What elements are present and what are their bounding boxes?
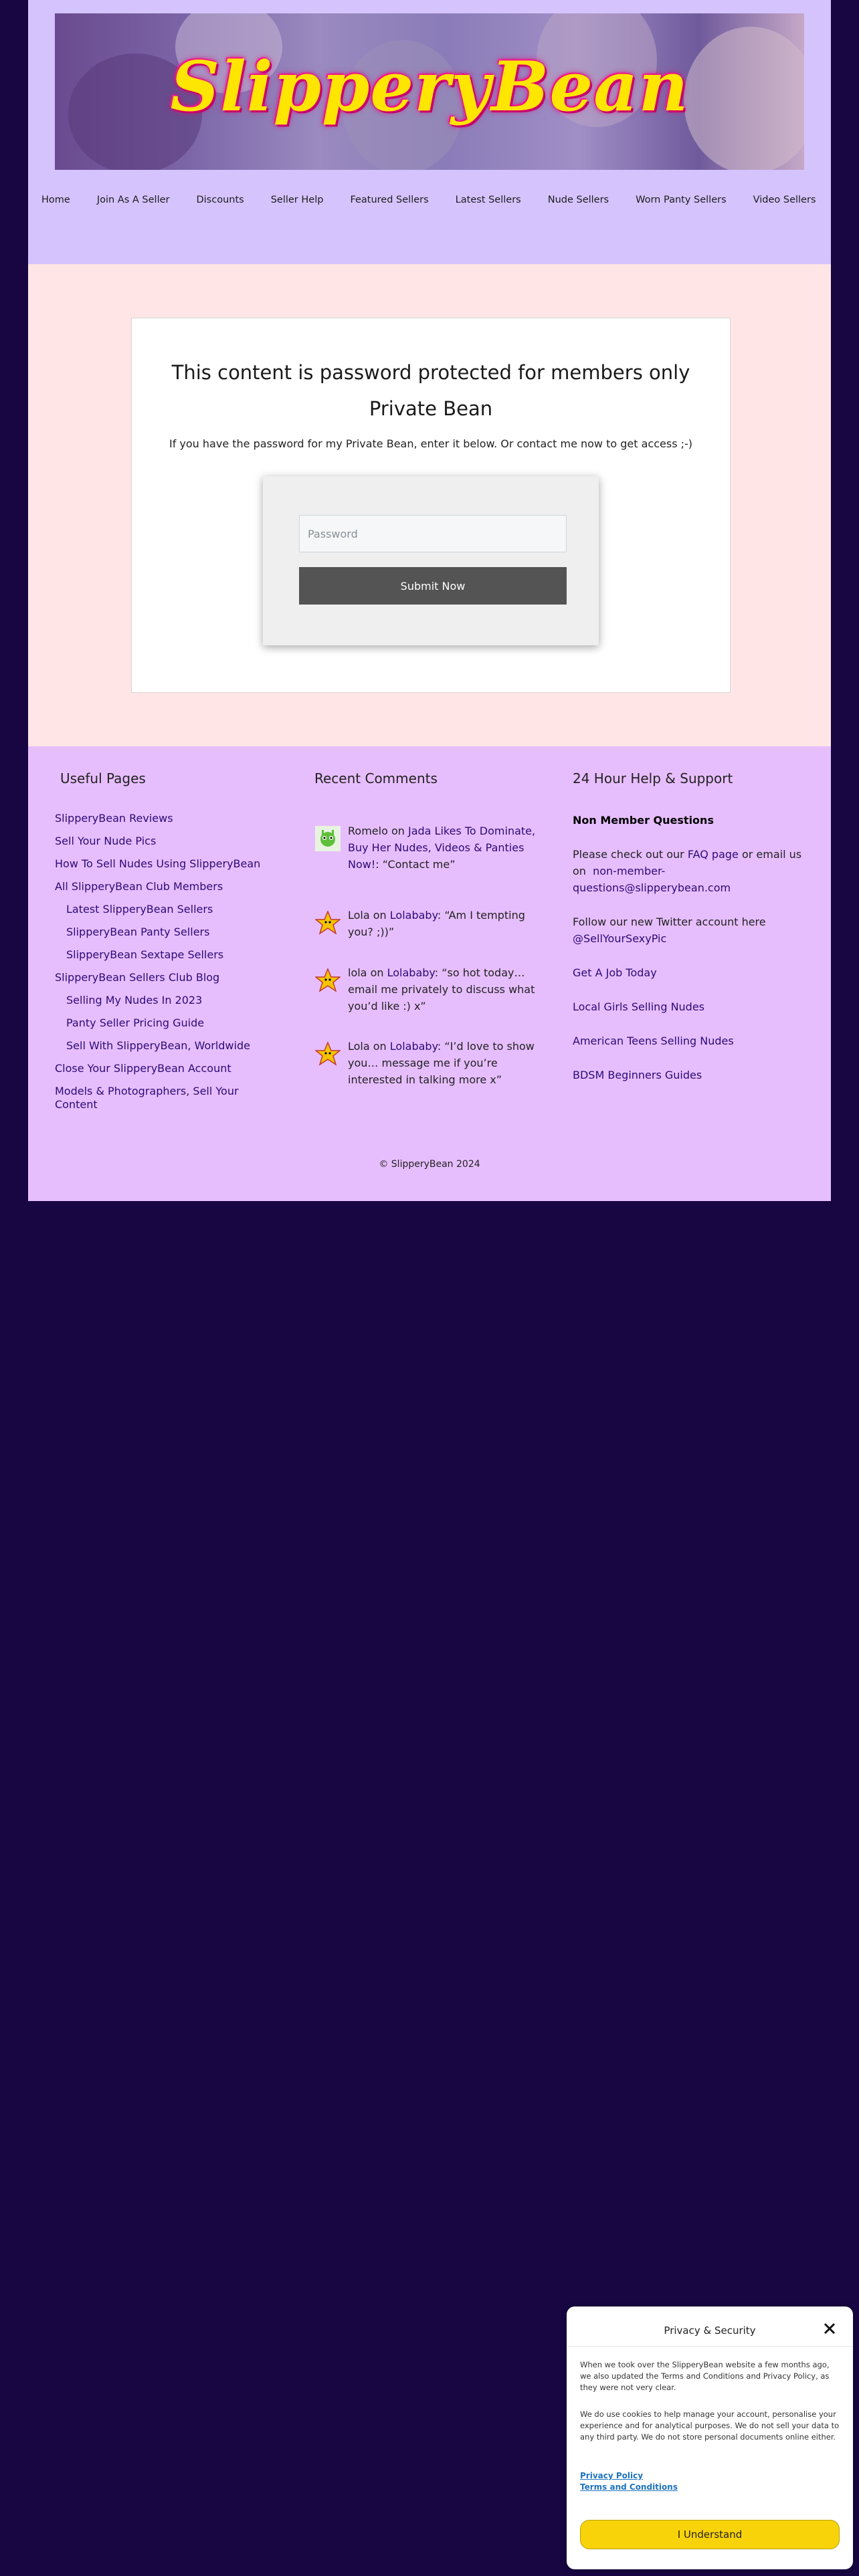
link-american-teens[interactable]: American Teens Selling Nudes xyxy=(573,1035,734,1047)
protected-content-card xyxy=(131,318,731,693)
cookie-title: Privacy & Security xyxy=(664,2325,756,2337)
comment-on-word: on xyxy=(370,966,384,979)
comment-text: “I’d love to show you… message me if you’re interested in talking more x” xyxy=(348,1040,535,1086)
star-avatar-icon xyxy=(314,1041,341,1067)
password-form xyxy=(263,476,599,645)
comment-author: Lola xyxy=(348,1040,370,1053)
link-how-to-sell[interactable]: How To Sell Nudes Using SlipperyBean xyxy=(55,857,261,870)
twitter-link[interactable]: @SellYourSexyPic xyxy=(573,932,667,945)
site-banner[interactable] xyxy=(55,13,804,170)
comment-author: lola xyxy=(348,966,367,979)
recent-comments-title: Recent Comments xyxy=(314,770,438,786)
cookie-consent-dialog xyxy=(567,2306,853,2569)
site-wrapper xyxy=(28,0,831,1201)
comment-author: Lola xyxy=(348,909,370,922)
faq-text: Please check out our FAQ page or email us on non-member-questions@slipperybean.com xyxy=(573,848,802,894)
page-title: This content is password protected for members only xyxy=(171,361,690,384)
useful-pages-list xyxy=(55,812,282,1121)
comment-item: Romelo on Jada Likes To Dominate, Buy Her Nudes, Videos & Panties Now!: “Contact me” xyxy=(314,823,550,873)
faq-link[interactable]: FAQ page xyxy=(687,848,739,861)
copyright: © SlipperyBean 2024 xyxy=(379,1159,480,1170)
star-avatar-icon xyxy=(314,967,341,994)
link-sell-nude-pics[interactable]: Sell Your Nude Pics xyxy=(55,835,157,847)
accept-cookies-button[interactable]: I Understand xyxy=(580,2520,840,2549)
cookie-links xyxy=(580,2470,678,2493)
divider xyxy=(567,2346,853,2347)
comment-text: “so hot today… email me privately to discuss what you’d like :) x” xyxy=(348,966,535,1012)
page-subtitle: Private Bean xyxy=(369,397,493,420)
privacy-policy-link[interactable]: Privacy Policy xyxy=(580,2471,644,2480)
footer-widgets xyxy=(28,746,831,1201)
comment-item: Lola on Lolababy: “Am I tempting you? ;))” xyxy=(314,907,550,940)
twitter-text: Follow our new Twitter account here @SellYourSexyPic xyxy=(573,916,766,945)
nav-latest-sellers[interactable]: Latest Sellers xyxy=(455,195,521,205)
nav-join-as-seller[interactable]: Join As A Seller xyxy=(96,195,170,205)
password-input[interactable] xyxy=(299,515,567,552)
help-support-title: 24 Hour Help & Support xyxy=(573,770,733,786)
link-worldwide[interactable]: Sell With SlipperyBean, Worldwide xyxy=(66,1039,250,1052)
comment-text: “Contact me” xyxy=(382,858,456,871)
nav-seller-help[interactable]: Seller Help xyxy=(270,195,324,205)
link-club-blog[interactable]: SlipperyBean Sellers Club Blog xyxy=(55,971,220,984)
link-selling-2023[interactable]: Selling My Nudes In 2023 xyxy=(66,994,203,1006)
nav-discounts[interactable]: Discounts xyxy=(196,195,244,205)
comment-on-word: on xyxy=(391,825,405,837)
non-member-heading: Non Member Questions xyxy=(573,814,714,827)
comment-on-word: on xyxy=(373,1040,387,1053)
comment-text: “Am I tempting you? ;))” xyxy=(348,909,525,938)
star-avatar-icon xyxy=(314,909,341,936)
nav-worn-panty-sellers[interactable]: Worn Panty Sellers xyxy=(636,195,727,205)
comment-item: Lola on Lolababy: “I’d love to show you… message me if you’re interested in talking more x” xyxy=(314,1038,550,1088)
email-link[interactable]: non-member-questions@slipperybean.com xyxy=(573,865,731,894)
alien-avatar-icon xyxy=(314,825,341,852)
comment-post-link[interactable]: Jada Likes To Dominate, Buy Her Nudes, Videos & Panties Now! xyxy=(348,825,536,871)
comment-author: Romelo xyxy=(348,825,388,837)
comment-item: lola on Lolababy: “so hot today… email me privately to discuss what you’d like :) x” xyxy=(314,964,550,1014)
link-panty-sellers[interactable]: SlipperyBean Panty Sellers xyxy=(66,926,210,938)
cookie-paragraph-1: When we took over the SlipperyBean website a few months ago, we also updated the Terms and Conditions and Privacy Policy, as they were not very clear. xyxy=(580,2360,830,2392)
nav-video-sellers[interactable]: Video Sellers xyxy=(753,195,816,205)
comment-post-link[interactable]: Lolababy xyxy=(389,1040,438,1053)
nav-featured-sellers[interactable]: Featured Sellers xyxy=(350,195,429,205)
main-content xyxy=(28,264,831,746)
link-models-photographers[interactable]: Models & Photographers, Sell Your Content xyxy=(55,1085,239,1111)
link-bdsm-guides[interactable]: BDSM Beginners Guides xyxy=(573,1069,702,1081)
cookie-paragraph-2: We do use cookies to help manage your account, personalise your experience and for analytical purposes. We do not sell your data to any third party. We do not store personal documents online either. xyxy=(580,2409,840,2442)
link-local-girls[interactable]: Local Girls Selling Nudes xyxy=(573,1000,705,1013)
link-all-members[interactable]: All SlipperyBean Club Members xyxy=(55,880,223,893)
link-reviews[interactable]: SlipperyBean Reviews xyxy=(55,812,173,825)
nav-home[interactable]: Home xyxy=(41,195,70,205)
link-close-account[interactable]: Close Your SlipperyBean Account xyxy=(55,1062,231,1075)
close-icon[interactable] xyxy=(821,2320,838,2337)
intro-text: If you have the password for my Private Bean, enter it below. Or contact me now to get access ;-) xyxy=(169,437,693,450)
useful-pages-title: Useful Pages xyxy=(60,770,146,786)
link-sextape-sellers[interactable]: SlipperyBean Sextape Sellers xyxy=(66,948,224,961)
site-header xyxy=(28,0,831,264)
main-nav xyxy=(28,181,831,220)
comment-on-word: on xyxy=(373,909,387,922)
comment-post-link[interactable]: Lolababy xyxy=(387,966,435,979)
site-logo: SlipperyBean xyxy=(170,47,689,127)
nav-nude-sellers[interactable]: Nude Sellers xyxy=(547,195,609,205)
link-pricing-guide[interactable]: Panty Seller Pricing Guide xyxy=(66,1016,205,1029)
link-latest-sellers[interactable]: Latest SlipperyBean Sellers xyxy=(66,903,213,916)
comment-post-link[interactable]: Lolababy xyxy=(389,909,438,922)
link-get-a-job[interactable]: Get A Job Today xyxy=(573,966,657,979)
terms-link[interactable]: Terms and Conditions xyxy=(580,2482,678,2492)
submit-button[interactable]: Submit Now xyxy=(299,567,567,605)
